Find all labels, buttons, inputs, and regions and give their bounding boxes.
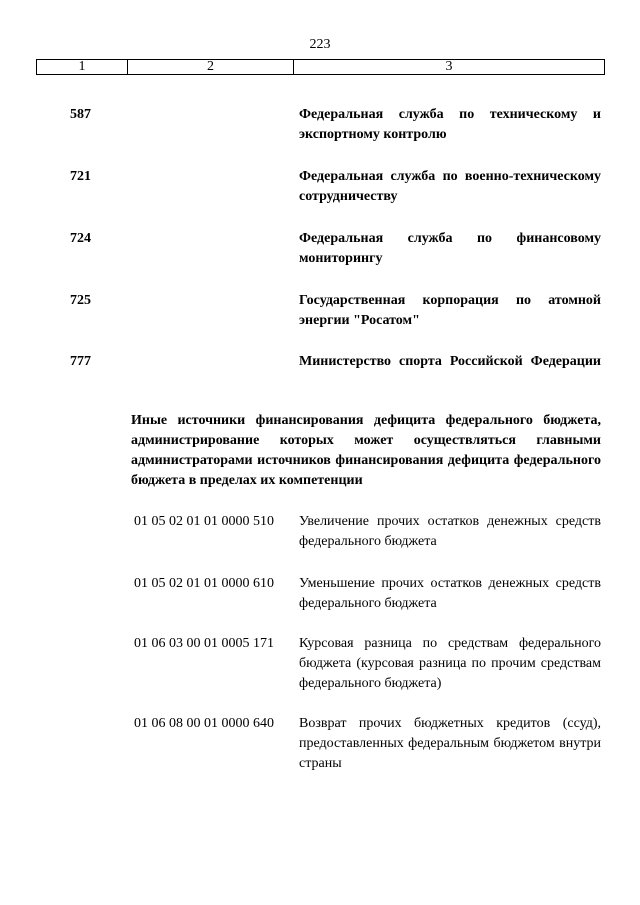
- source-code: 01 05 02 01 01 0000 610: [134, 576, 274, 591]
- page-number: 223: [309, 37, 331, 52]
- administrator-name: Федеральная служба по техническому и экспортному контролю: [299, 107, 601, 142]
- administrator-code: 777: [70, 354, 91, 369]
- source-code: 01 06 08 00 01 0000 640: [134, 716, 274, 731]
- source-name: Курсовая разница по средствам федерального бюджета (курсовая разница по прочим средствам федерального бюджета): [299, 636, 601, 691]
- column-header-3: 3: [445, 59, 453, 74]
- source-name: Увеличение прочих остатков денежных средств федерального бюджета: [299, 514, 601, 549]
- column-header-row: [36, 59, 605, 75]
- administrator-name: Федеральная служба по финансовому мониторингу: [299, 231, 601, 266]
- administrator-name: Федеральная служба по военно-техническому сотрудничеству: [299, 169, 601, 204]
- column-header-2: 2: [128, 60, 294, 74]
- source-code: 01 06 03 00 01 0005 171: [134, 636, 274, 651]
- section-heading: Иные источники финансирования дефицита федерального бюджета, администрирование которых может осуществляться главными администраторами источников финансирования дефицита федерального бюджета в пределах их компетенции: [131, 413, 601, 488]
- administrator-code: 724: [70, 231, 91, 246]
- administrator-name: Министерство спорта Российской Федерации: [299, 354, 601, 369]
- administrator-name: Государственная корпорация по атомной энергии "Росатом": [299, 293, 601, 328]
- administrator-code: 587: [70, 107, 91, 122]
- source-name: Уменьшение прочих остатков денежных средств федерального бюджета: [299, 576, 601, 611]
- source-name: Возврат прочих бюджетных кредитов (ссуд), предоставленных федеральным бюджетом внутри страны: [299, 716, 601, 771]
- administrator-code: 721: [70, 169, 91, 184]
- administrator-code: 725: [70, 293, 91, 308]
- column-header-1: 1: [37, 60, 128, 74]
- source-code: 01 05 02 01 01 0000 510: [134, 514, 274, 529]
